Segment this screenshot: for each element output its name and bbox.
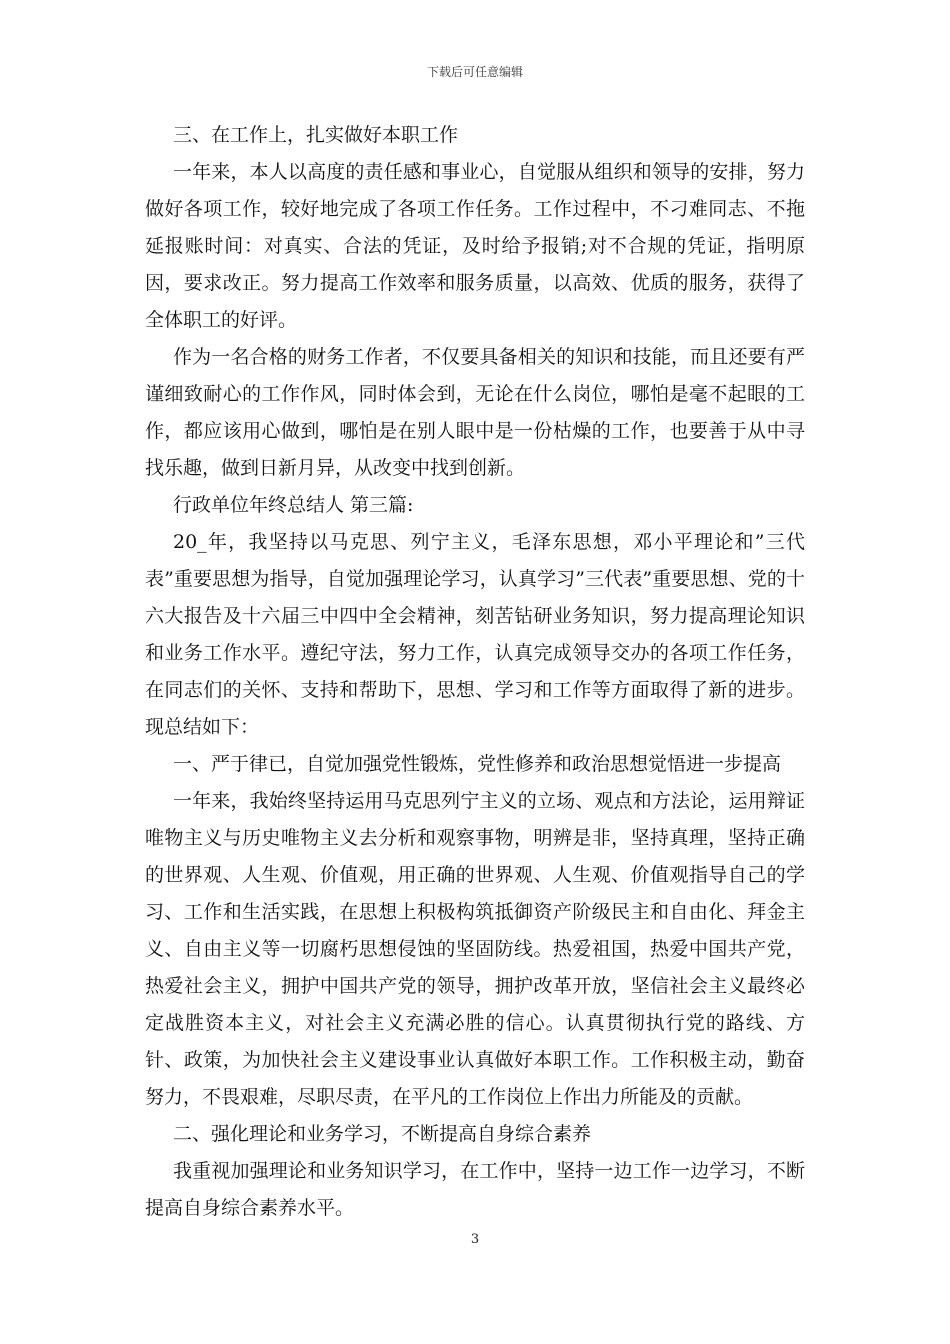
section-heading-discipline: 一、严于律已，自觉加强党性锻炼，党性修养和政治思想觉悟进一步提高: [173, 753, 782, 775]
section-heading-study: 二、强化理论和业务学习，不断提高自身综合素养: [173, 1123, 592, 1145]
paragraph: 作为一名合格的财务工作者，不仅要具备相关的知识和技能，而且还要有严谨细致耐心的工作作风，同时体会到，无论在什么岗位，哪怕是毫不起眼的工作，都应该用心做到，哪怕是在别人眼中是一份枯燥的工作，也要善于从中寻找乐趣，做到日新月异，从改变中找到创新。: [145, 346, 805, 479]
page-header: 下载后可任意编辑: [426, 65, 523, 79]
paragraph: 一年来，本人以高度的责任感和事业心，自觉服从组织和领导的安排，努力做好各项工作，较好地完成了各项工作任务。工作过程中，不刁难同志、不拖延报账时间：对真实、合法的凭证，及时给予报销;对不合规的凭证，指明原因，要求改正。努力提高工作效率和服务质量，以高效、优质的服务，获得了全体职工的好评。: [145, 161, 805, 331]
article-title: 行政单位年终总结人 第三篇:: [173, 494, 414, 516]
section-heading-work: 三、在工作上，扎实做好本职工作: [173, 124, 459, 146]
paragraph: 我重视加强理论和业务知识学习，在工作中，坚持一边工作一边学习，不断提高自身综合素养水平。: [145, 1160, 805, 1219]
paragraph: 20_年，我坚持以马克思、列宁主义，毛泽东思想，邓小平理论和”三代表”重要思想为指导，自觉加强理论学习，认真学习”三代表”重要思想、党的十六大报告及十六届三中四中全会精神，刻苦钻研业务知识，努力提高理论知识和业务工作水平。遵纪守法，努力工作，认真完成领导交办的各项工作任务，在同志们的关怀、支持和帮助下，思想、学习和工作等方面取得了新的进步。现总结如下：: [145, 531, 805, 738]
document-body: [145, 117, 805, 1227]
paragraph: 一年来，我始终坚持运用马克思列宁主义的立场、观点和方法论，运用辩证唯物主义与历史唯物主义去分析和观察事物，明辨是非，坚持真理，坚持正确的世界观、人生观、价值观，用正确的世界观、人生观、价值观指导自己的学习、工作和生活实践，在思想上积极构筑抵御资产阶级民主和自由化、拜金主义、自由主义等一切腐朽思想侵蚀的坚固防线。热爱祖国，热爱中国共产党，热爱社会主义，拥护中国共产党的领导，拥护改革开放，坚信社会主义最终必定战胜资本主义，对社会主义充满必胜的信心。认真贯彻执行党的路线、方针、政策，为加快社会主义建设事业认真做好本职工作。工作积极主动，勤奋努力，不畏艰难，尽职尽责，在平凡的工作岗位上作出力所能及的贡献。: [145, 790, 805, 1108]
page-number: 3: [470, 1232, 480, 1247]
